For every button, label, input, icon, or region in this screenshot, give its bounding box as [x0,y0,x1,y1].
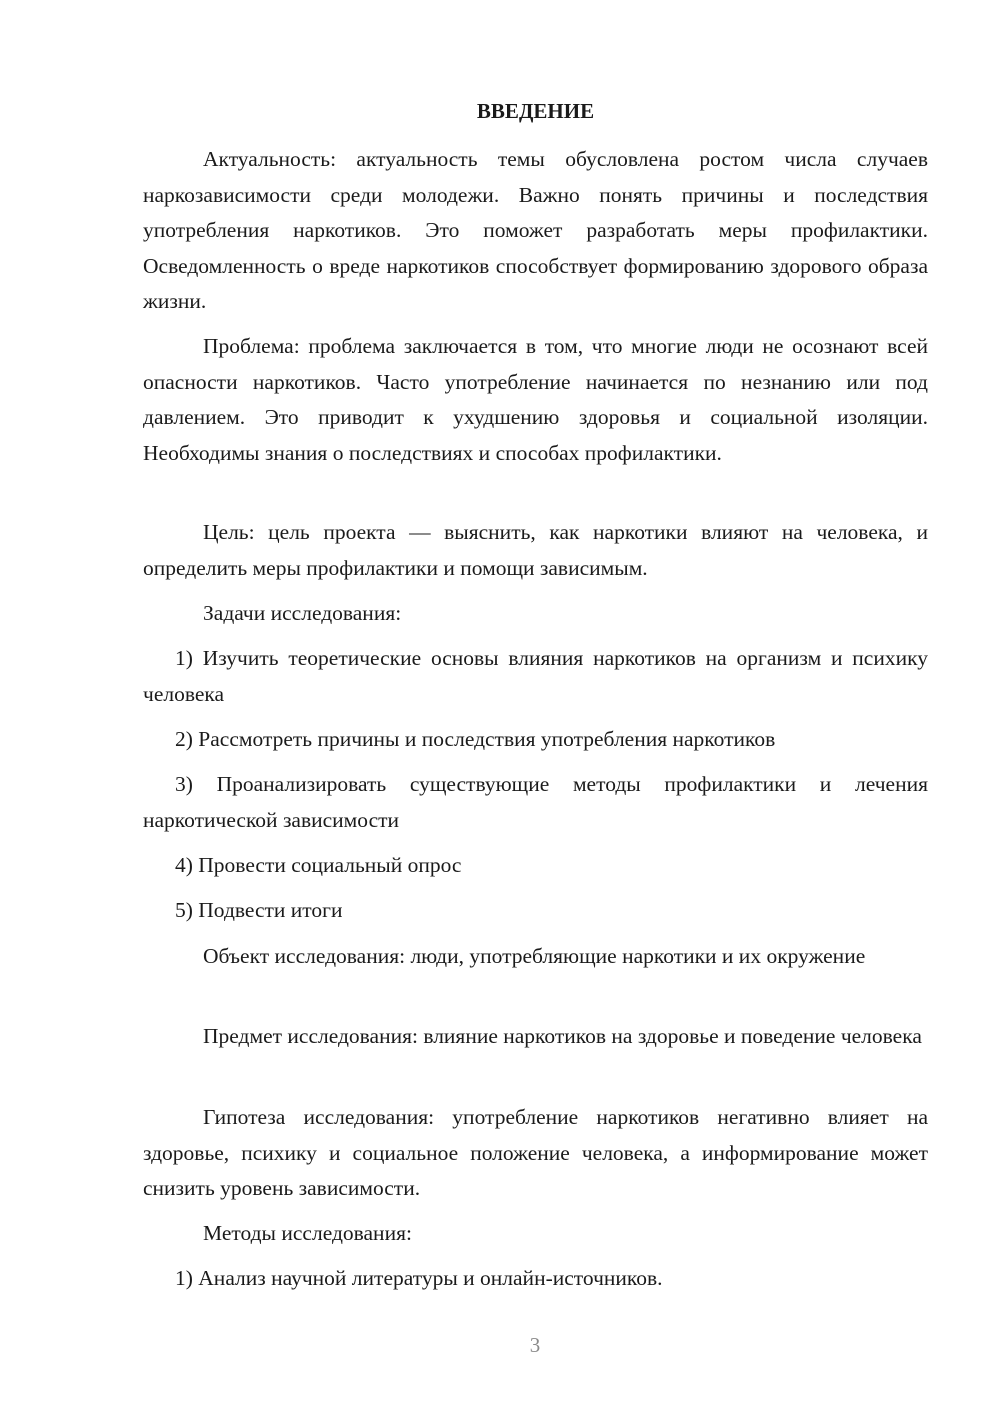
object-text: Объект исследования: люди, употребляющие наркотики и их окружение [203,944,866,968]
list-item: 1) Анализ научной литературы и онлайн-источников. [175,1266,663,1290]
page-title: ВВЕДЕНИЕ [476,99,595,123]
method-item [143,1261,928,1297]
subject-text: Предмет исследования: влияние наркотиков на здоровье и поведение человека [203,1024,922,1048]
task-item [143,767,928,838]
list-item: 1) Изучить теоретические основы влияния наркотиков на организм и психику человека [143,646,928,706]
goal-text: Цель: цель проекта — выяснить, как наркотики влияют на человека, и определить меры профилактики и помощи зависимым. [143,520,928,580]
list-item: 3) Проанализировать существующие методы профилактики и лечения наркотической зависимости [143,772,928,832]
hypothesis-paragraph [143,1100,928,1207]
task-item [143,893,928,929]
relevance-paragraph [143,142,928,320]
task-item [143,848,928,884]
relevance-text: Актуальность: актуальность темы обусловлена ростом числа случаев наркозависимости среди молодежи. Важно понять причины и последствия употребления наркотиков. Это поможет разработать меры профилактики. Осведомленность о вреде наркотиков способствует формированию здорового образа жизни. [143,147,928,313]
problem-paragraph [143,329,928,471]
tasks-title: Задачи исследования: [203,601,402,625]
goal-paragraph [143,515,928,586]
problem-text: Проблема: проблема заключается в том, что многие люди не осознают всей опасности наркотиков. Часто употребление начинается по незнанию или под давлением. Это приводит к ухудшению здоровья и социальной изоляции. Необходимы знания о последствиях и способах профилактики. [143,334,928,465]
hypothesis-text: Гипотеза исследования: употребление наркотиков негативно влияет на здоровье, психику и социальное положение человека, а информирование может снизить уровень зависимости. [143,1105,928,1200]
methods-title: Методы исследования: [203,1221,412,1245]
subject-paragraph [143,1019,928,1055]
task-item [143,641,928,712]
object-paragraph [143,939,928,975]
task-item [143,722,928,758]
page-number: 3 [529,1333,541,1357]
list-item: 2) Рассмотреть причины и последствия употребления наркотиков [175,727,776,751]
methods-heading [143,1216,928,1252]
list-item: 4) Провести социальный опрос [175,853,462,877]
list-item: 5) Подвести итоги [175,898,343,922]
tasks-heading [143,596,928,632]
